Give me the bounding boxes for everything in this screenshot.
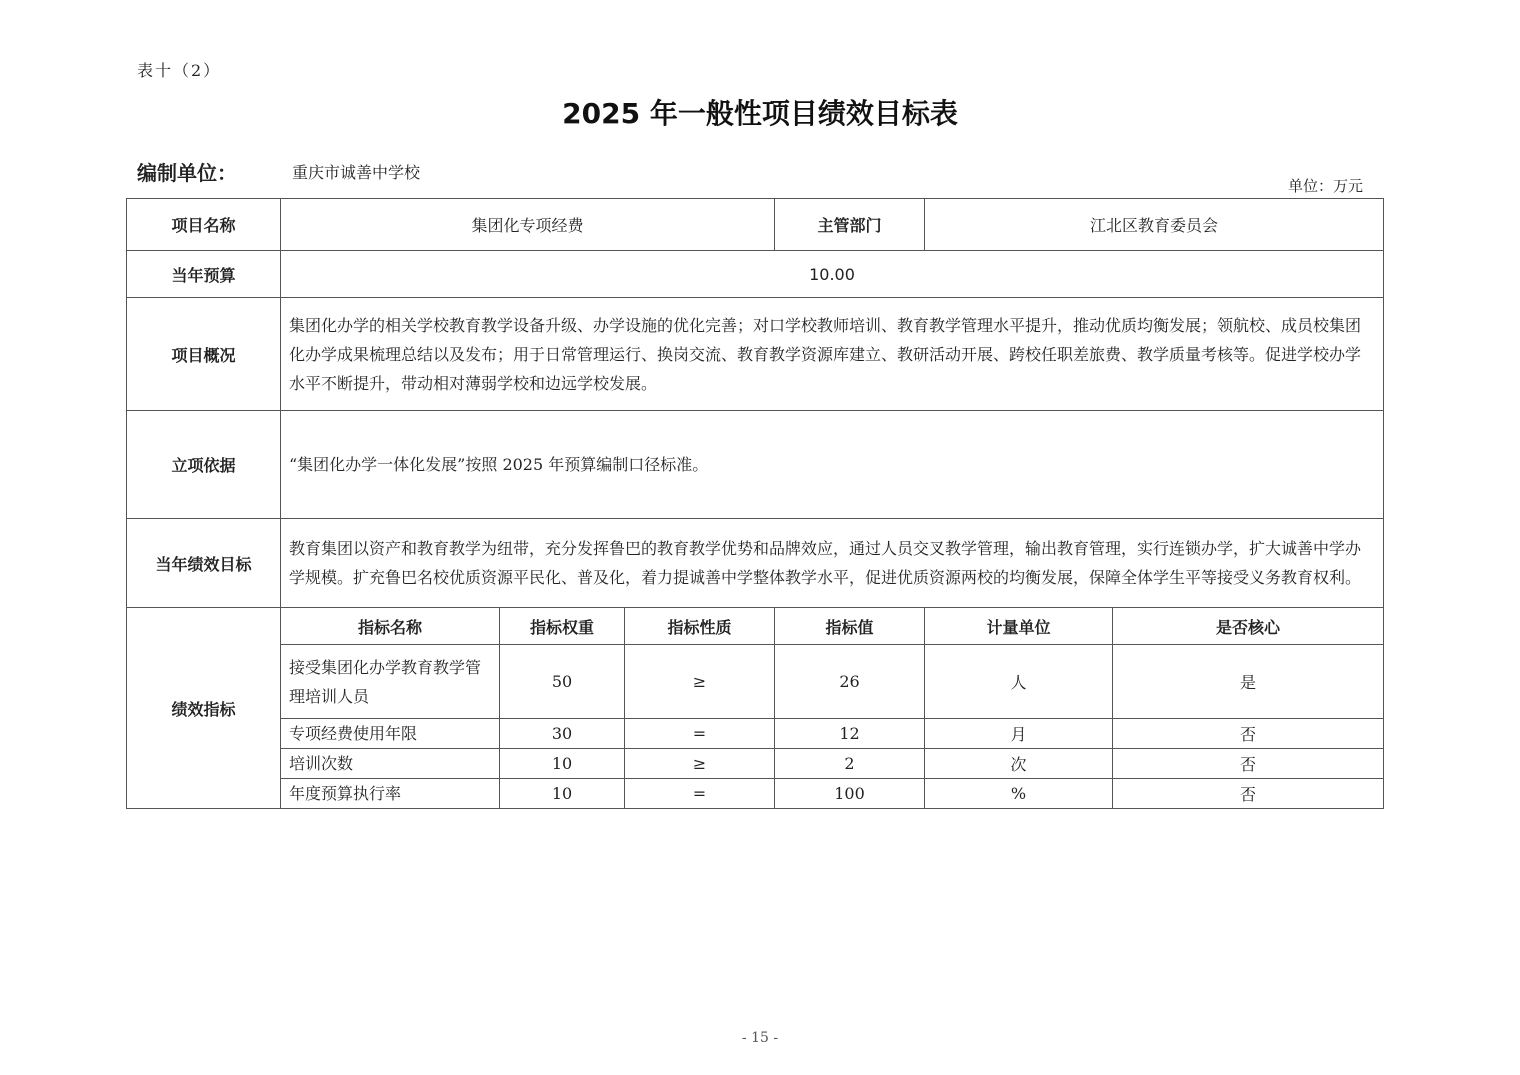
- budget-label: 当年预算: [127, 251, 281, 298]
- indicator-nature: ≥: [625, 749, 775, 779]
- indicator-nature: =: [625, 779, 775, 809]
- dept-name: 江北区教育委员会: [925, 199, 1384, 251]
- indicator-core: 是: [1113, 645, 1384, 719]
- indicator-weight: 10: [500, 779, 625, 809]
- indicator-header: 指标性质: [625, 608, 775, 645]
- indicators-label: 绩效指标: [127, 608, 281, 809]
- indicator-header: 是否核心: [1113, 608, 1384, 645]
- indicator-weight: 30: [500, 719, 625, 749]
- table-row: [127, 749, 1384, 779]
- goal-label: 当年绩效目标: [127, 519, 281, 608]
- project-name-label: 项目名称: [127, 199, 281, 251]
- budget-value: 10.00: [281, 251, 1384, 298]
- indicator-header: 指标名称: [281, 608, 500, 645]
- page-number: - 15 -: [741, 1030, 779, 1046]
- indicator-name: 年度预算执行率: [281, 779, 500, 809]
- indicator-name: 接受集团化办学教育教学管理培训人员: [281, 645, 500, 719]
- money-unit: 单位：万元: [1288, 177, 1364, 195]
- indicator-unit: %: [925, 779, 1113, 809]
- indicator-weight: 50: [500, 645, 625, 719]
- indicator-header: 计量单位: [925, 608, 1113, 645]
- overview-label: 项目概况: [127, 298, 281, 411]
- indicator-name: 培训次数: [281, 749, 500, 779]
- indicator-name: 专项经费使用年限: [281, 719, 500, 749]
- basis-text: “集团化办学一体化发展”按照 2025 年预算编制口径标准。: [281, 411, 1384, 519]
- indicator-value: 2: [775, 749, 925, 779]
- table-number: 表十（2）: [137, 61, 222, 80]
- basis-label: 立项依据: [127, 411, 281, 519]
- indicator-nature: =: [625, 719, 775, 749]
- indicator-value: 12: [775, 719, 925, 749]
- indicator-unit: 人: [925, 645, 1113, 719]
- table-row: [127, 645, 1384, 719]
- indicator-core: 否: [1113, 719, 1384, 749]
- indicator-nature: ≥: [625, 645, 775, 719]
- dept-label: 主管部门: [775, 199, 925, 251]
- performance-table: [126, 198, 1384, 809]
- overview-text: 集团化办学的相关学校教育教学设备升级、办学设施的优化完善；对口学校教师培训、教育教学管理水平提升，推动优质均衡发展；领航校、成员校集团化办学成果梳理总结以及发布；用于日常管理运行、换岗交流、教育教学资源库建立、教研活动开展、跨校任职差旅费、教学质量考核等。促进学校办学水平不断提升，带动相对薄弱学校和边远学校发展。: [281, 298, 1384, 411]
- compiler-label: 编制单位：: [137, 161, 237, 185]
- project-name: 集团化专项经费: [281, 199, 775, 251]
- indicator-unit: 月: [925, 719, 1113, 749]
- indicator-value: 26: [775, 645, 925, 719]
- indicator-header: 指标权重: [500, 608, 625, 645]
- indicator-weight: 10: [500, 749, 625, 779]
- table-row: [127, 779, 1384, 809]
- document-title: 2025 年一般性项目绩效目标表: [562, 97, 958, 130]
- indicator-core: 否: [1113, 779, 1384, 809]
- compiler-name: 重庆市诚善中学校: [292, 163, 421, 182]
- indicator-unit: 次: [925, 749, 1113, 779]
- indicator-header: 指标值: [775, 608, 925, 645]
- goal-text: 教育集团以资产和教育教学为纽带，充分发挥鲁巴的教育教学优势和品牌效应，通过人员交叉教学管理，输出教育管理，实行连锁办学，扩大诚善中学办学规模。扩充鲁巴名校优质资源平民化、普及化，着力提诚善中学整体教学水平，促进优质资源两校的均衡发展，保障全体学生平等接受义务教育权利。: [281, 519, 1384, 608]
- table-row: [127, 719, 1384, 749]
- indicator-value: 100: [775, 779, 925, 809]
- indicator-core: 否: [1113, 749, 1384, 779]
